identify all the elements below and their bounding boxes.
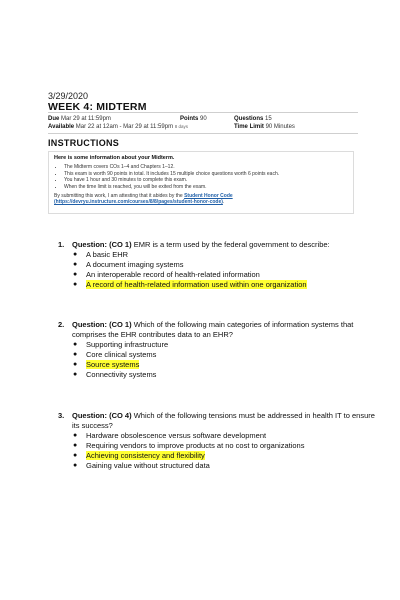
question-3 bbox=[58, 411, 378, 471]
bullet-icon: ● bbox=[73, 281, 78, 288]
bullet-icon: ● bbox=[73, 251, 78, 258]
answer-option-selected[interactable]: ● A record of health-related information used within one organization bbox=[73, 280, 307, 289]
answer-option[interactable]: ● Requiring vendors to improve products at no cost to organizations bbox=[73, 441, 305, 450]
question-prompt: Which of the following tensions must be addressed in health IT to ensure its success? bbox=[72, 411, 375, 430]
due-value: Mar 29 at 11:59pm bbox=[61, 116, 111, 122]
bullet-icon: ● bbox=[73, 341, 78, 348]
honor-text: By submitting this work, I am attesting that it abides by the bbox=[54, 193, 183, 199]
instructions-bullet: • The Midterm covers COs 1–4 and Chapters 1–12. bbox=[64, 164, 348, 171]
bullet-icon: ● bbox=[73, 452, 78, 459]
bullet-icon: ● bbox=[73, 261, 78, 268]
points-value: 90 bbox=[200, 116, 207, 122]
question-text bbox=[72, 320, 378, 340]
instructions-heading: INSTRUCTIONS bbox=[48, 138, 120, 148]
points-label: Points bbox=[180, 116, 199, 122]
meta-row-available bbox=[48, 124, 358, 130]
answer-option[interactable]: ● A document imaging systems bbox=[73, 260, 184, 269]
answer-option-selected[interactable]: ● Source systems bbox=[73, 360, 140, 369]
answer-option[interactable]: ● Supporting infrastructure bbox=[73, 340, 169, 349]
available-value: Mar 22 at 12am - Mar 29 at 11:59pm bbox=[75, 124, 174, 130]
divider bbox=[48, 133, 358, 134]
bullet-icon: ● bbox=[73, 271, 78, 278]
bullet-icon: ● bbox=[73, 442, 78, 449]
instructions-box bbox=[48, 151, 354, 214]
time-limit-label: Time Limit bbox=[234, 124, 264, 130]
answer-options bbox=[58, 340, 378, 380]
bullet-icon: ● bbox=[73, 371, 78, 378]
question-label: Question: (CO 1) bbox=[72, 240, 132, 249]
question-2 bbox=[58, 320, 378, 380]
bullet-icon: ● bbox=[73, 432, 78, 439]
question-prompt: EMR is a term used by the federal government to describe: bbox=[133, 240, 330, 249]
meta-row-due bbox=[48, 116, 358, 122]
question-number: 2. bbox=[58, 320, 65, 329]
question-label: Question: (CO 1) bbox=[72, 320, 132, 329]
time-limit-value: 90 Minutes bbox=[265, 124, 295, 130]
question-prompt: Which of the following main categories of information systems that comprises the EHR contributes data to an EHR? bbox=[72, 320, 354, 339]
honor-end: . bbox=[222, 199, 225, 206]
answer-options bbox=[58, 431, 378, 471]
instructions-bullet: • This exam is worth 90 points in total. It includes 15 multiple choice questions worth 6 points each. bbox=[64, 171, 348, 178]
question-1 bbox=[58, 240, 378, 290]
answer-option[interactable]: ● Gaining value without structured data bbox=[73, 461, 210, 470]
instructions-list bbox=[54, 164, 348, 190]
question-text bbox=[72, 411, 378, 431]
divider bbox=[48, 112, 358, 113]
questions-label: Questions bbox=[234, 116, 264, 122]
question-number: 1. bbox=[58, 240, 65, 249]
honor-code-url[interactable]: (https://devryu.instructure.com/courses/8/8/pages/student-honor-code) bbox=[54, 199, 223, 206]
question-label: Question: (CO 4) bbox=[72, 411, 132, 420]
answer-option[interactable]: ● A basic EHR bbox=[73, 250, 129, 259]
instructions-bullet: • You have 1 hour and 30 minutes to complete this exam. bbox=[64, 177, 348, 184]
answer-options bbox=[58, 250, 378, 290]
answer-option[interactable]: ● Connectivity systems bbox=[73, 370, 157, 379]
answer-option[interactable]: ● Core clinical systems bbox=[73, 350, 157, 359]
document-date: 3/29/2020 bbox=[48, 91, 89, 101]
instructions-intro: Here is some information about your Midterm. bbox=[54, 155, 175, 161]
honor-code-link[interactable]: Student Honor Code bbox=[184, 193, 233, 199]
answer-option-selected[interactable]: ● Achieving consistency and flexibility bbox=[73, 451, 205, 460]
honor-statement bbox=[54, 193, 348, 206]
answer-option[interactable]: ● An interoperable record of health-related information bbox=[73, 270, 260, 279]
bullet-icon: ● bbox=[73, 351, 78, 358]
available-extra: 8 days bbox=[174, 124, 189, 129]
bullet-icon: ● bbox=[73, 361, 78, 368]
questions-value: 15 bbox=[265, 116, 272, 122]
due-label: Due bbox=[48, 116, 60, 122]
available-label: Available bbox=[48, 124, 75, 130]
bullet-icon: ● bbox=[73, 462, 78, 469]
page-title: WEEK 4: MIDTERM bbox=[48, 101, 147, 113]
answer-option[interactable]: ● Hardware obsolescence versus software development bbox=[73, 431, 267, 440]
instructions-bullet: • When the time limit is reached, you will be exited from the exam. bbox=[64, 184, 348, 191]
question-text bbox=[72, 240, 378, 250]
question-number: 3. bbox=[58, 411, 65, 420]
